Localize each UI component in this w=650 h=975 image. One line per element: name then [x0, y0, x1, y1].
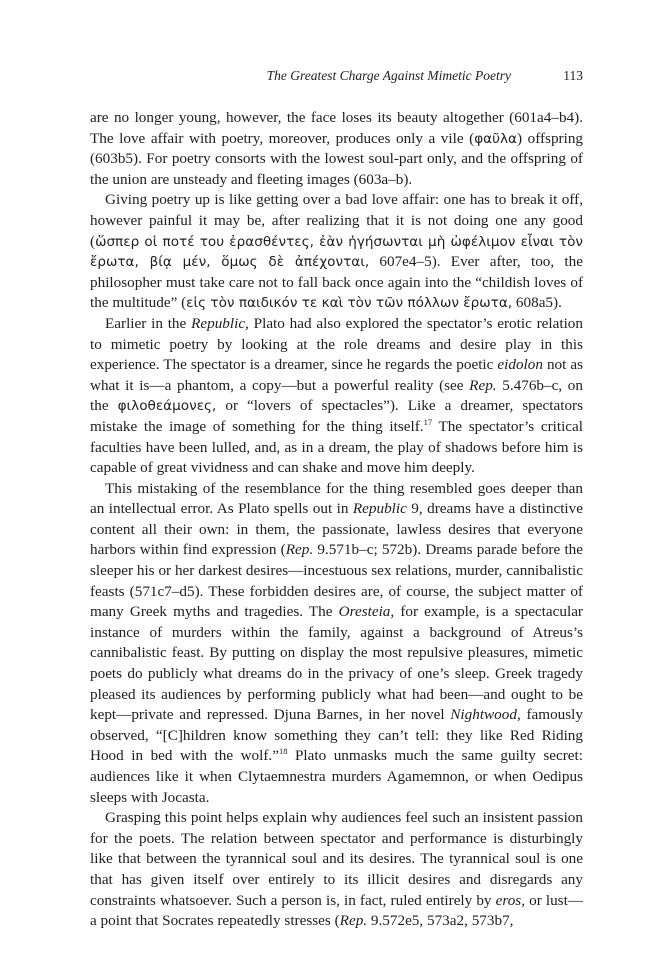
footnote-marker: 17 [423, 416, 433, 427]
text-run: for example, is a spectacular instance of murders within the family, against a background of Atreus’s cannibalistic feast. By putting on display the most repulsive pleasures, mimetic poets do publicly what dreams do in the privacy of one’s sleep. Greek tragedy pleased its audiences by performing publicly what had been—and ought to be kept—private and repressed. Djuna Barnes, in her novel [90, 603, 583, 724]
greek-quotation: εἰς τὸν παιδικόν τε καὶ τὸν τῶν πόλλων ἔρωτα, [186, 295, 513, 312]
paragraph [90, 314, 583, 479]
text-run: 5.476b–c, on the [90, 376, 583, 415]
italic-text: Nightwood, [450, 706, 521, 724]
text-run: or lust—a point that Socrates repeatedly stresses ( [90, 891, 583, 930]
running-title: The Greatest Charge Against Mimetic Poetry [266, 68, 511, 83]
page-number: 113 [563, 68, 583, 83]
running-head [90, 68, 583, 86]
italic-text: Rep. [285, 541, 314, 559]
text-run: Giving poetry up is like getting over a bad love affair: one has to break it off, however painful it may be, after realizing that it is not doing one any good ( [90, 191, 583, 250]
italic-text: eros, [495, 891, 526, 909]
text-run: 607e4–5). Ever after, too, the philosopher must take care not to fall back once again into the “childish loves of the multitude” ( [90, 253, 583, 312]
text-run: not as what it is—a phantom, a copy—but a powerful reality (see [90, 356, 584, 394]
italic-text: Rep. [469, 376, 497, 394]
italic-text: Republic [352, 500, 407, 518]
italic-text: eidolon [497, 356, 543, 374]
text-run: Plato unmasks much the same guilty secret: audiences like it when Clytaemnestra murders Agamemnon, or when Oedipus sleeps with Jocasta. [90, 747, 583, 806]
italic-text: Republic, [191, 314, 249, 332]
paragraph [90, 190, 583, 314]
paragraph [90, 108, 583, 190]
text-run: Grasping this point helps explain why audiences feel such an insistent passion for the poets. The relation between spectator and performance is disturbingly like that between the tyrannical soul and its desires. The tyrannical soul is one that has given itself over entirely to its illicit desires and disregards any constraints whatsoever. Such a person is, in fact, ruled entirely by [90, 809, 583, 909]
text-run: ) offspring (603b5). For poetry consorts with the lowest soul-part only, and the offspring of the union are unsteady and fleeting images (603a–b). [90, 129, 584, 188]
text-run: The spectator’s critical faculties have been lulled, and, as in a dream, the play of shadows before him is capable of great vividness and can shake and move him deeply. [90, 417, 583, 477]
text-run: famously observed, “[C]hildren know something they can’t tell: they like Red Riding Hood in bed with the wolf.” [90, 706, 583, 765]
body-text [90, 108, 583, 932]
text-run: 9, dreams have a distinctive content all their own: in them, the passionate, lawless desires that everyone harbors within find expression ( [90, 500, 583, 559]
footnote-marker: 18 [278, 746, 288, 757]
text-run: 608a5). [512, 294, 562, 312]
text-run: This mistaking of the resemblance for the thing resembled goes deeper than an intellectual error. As Plato spells out in [90, 479, 583, 518]
text-run: or “lovers of spectacles”). Like a dreamer, spectators mistake the image of something for the thing itself. [90, 397, 584, 435]
greek-quotation: ὥσπερ οἱ ποτέ του ἐρασθέντες, ἐὰν ἡγήσωνται μὴ ὠφέλιμον εἶναι τὸν ἔρωτα, βίᾳ μέν, ὅμως δὲ ἀπέχονται, [90, 233, 583, 271]
italic-text: Oresteia, [338, 603, 395, 621]
greek-quotation: φιλοθεάμονες, [117, 398, 217, 415]
book-page [90, 68, 583, 932]
italic-text: Rep. [339, 912, 368, 930]
greek-quotation: φαῦλα [474, 130, 517, 147]
text-run: Earlier in the [105, 314, 192, 332]
text-run: are no longer young, however, the face loses its beauty altogether (601a4–b4). The love affair with poetry, moreover, produces only a vile ( [90, 109, 583, 147]
text-run: 9.572e5, 573a2, 573b7, [367, 912, 514, 930]
paragraph [90, 808, 583, 932]
text-run: 9.571b–c; 572b). Dreams parade before the sleeper his or her darkest desires—incestuous sex relations, murder, cannibalistic feasts (571c7–d5). These forbidden desires are, of course, the subject matter of many Greek myths and tragedies. The [90, 541, 583, 621]
text-run: Plato had also explored the spectator’s erotic relation to mimetic poetry by looking at the role dreams and desire play in this experience. The spectator is a dreamer, since he regards the poetic [90, 314, 583, 374]
paragraph [90, 479, 583, 809]
